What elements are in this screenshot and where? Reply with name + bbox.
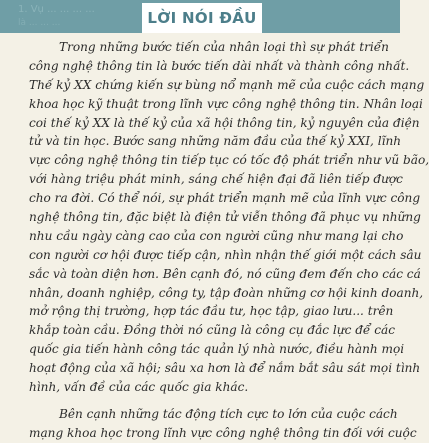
page-title: LỜI NÓI ĐẦU: [147, 9, 257, 27]
faded-header-text: 1. Vụ ... ... ... ...: [18, 4, 95, 15]
text-line: mở rộng thị trường, hợp tác đầu tư, học tập, giao lưu... trên: [29, 304, 394, 319]
text-line: mạng khoa học trong lĩnh vực công nghệ thông tin đối với cuộc: [29, 425, 417, 440]
text-line: con người cơ hội được tiếp cận, nhìn nhận thế giới một cách sâu: [29, 247, 422, 262]
paragraph-2: [29, 405, 417, 443]
faded-header-text-2: là ... ... ...: [18, 18, 61, 28]
paragraph-1: [29, 38, 429, 397]
text-line: vực công nghệ thông tin tiếp tục có tốc độ phát triển như vũ bão,: [29, 153, 429, 168]
text-line: hình, vấn đề của các quốc gia khác.: [29, 380, 249, 395]
text-line: công nghệ thông tin là bước tiến dài nhất và thành công nhất.: [29, 58, 410, 73]
text-line: Thế kỷ XX chứng kiến sự bùng nổ mạnh mẽ của cuộc cách mạng: [29, 77, 425, 92]
text-line: với hàng triệu phát minh, sáng chế hiện đại đã liên tiếp được: [29, 172, 403, 187]
text-line: khắp toàn cầu. Đồng thời nó cũng là công cụ đắc lực để các: [29, 323, 395, 338]
text-line: nghệ thông tin, đặc biệt là điện tử viễn thông đã phục vụ những: [29, 210, 421, 225]
text-line: nhân, doanh nghiệp, công ty, tập đoàn những cơ hội kinh doanh,: [29, 285, 424, 300]
text-line: hoạt động của xã hội; sâu xa hơn là để nắm bắt sâu sát mọi tình: [29, 361, 421, 376]
title-box: [142, 3, 262, 33]
text-line: khoa học kỹ thuật trong lĩnh vực công nghệ thông tin. Nhân loại: [29, 96, 423, 111]
text-line: nhu cầu ngày càng cao của con người cũng như mang lại cho: [29, 228, 404, 243]
text-line: coi thế kỷ XX là thế kỷ của xã hội thông tin, kỷ nguyên của điện: [29, 115, 420, 130]
text-line: Bên cạnh những tác động tích cực to lớn của cuộc cách: [59, 406, 398, 421]
text-line: cho ra đời. Có thể nói, sự phát triển mạnh mẽ của lĩnh vực công: [29, 191, 421, 206]
text-line: sắc và toàn diện hơn. Bên cạnh đó, nó cũng đem đến cho các cá: [29, 266, 421, 281]
text-line: quốc gia tiến hành công tác quản lý nhà nước, điều hành mọi: [29, 342, 405, 357]
body-text: [29, 38, 429, 443]
paragraph-gap: [29, 397, 375, 405]
text-line: Trong những bước tiến của nhân loại thì sự phát triển: [59, 40, 389, 54]
text-line: tử và tin học. Bước sang những năm đầu của thế kỷ XXI, lĩnh: [29, 134, 402, 149]
